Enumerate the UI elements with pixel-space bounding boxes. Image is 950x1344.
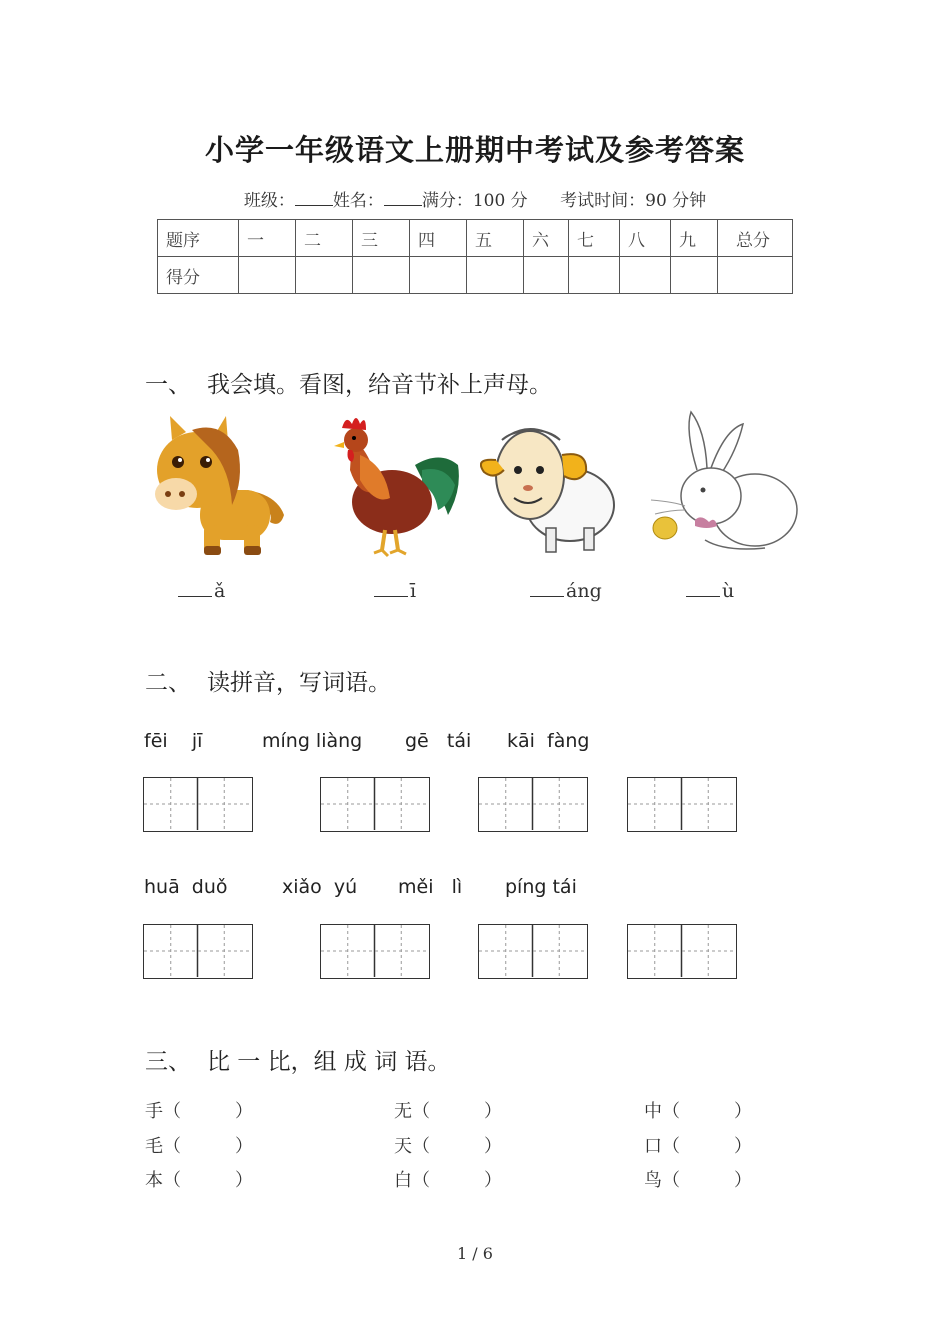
writing-grid[interactable] (143, 777, 253, 832)
writing-grid[interactable] (478, 924, 588, 979)
compare-item[interactable]: 白（ ） (394, 1170, 502, 1191)
compare-item[interactable]: 毛（ ） (145, 1136, 253, 1157)
header-cell: 一 (239, 220, 296, 257)
header-cell: 二 (296, 220, 353, 257)
compare-item[interactable]: 手（ ） (145, 1101, 253, 1122)
header-cell: 三 (353, 220, 410, 257)
pinyin-fill-3 (530, 580, 602, 602)
pinyin-word: gē tái (405, 730, 472, 752)
pinyin-word: xiǎo yú (282, 876, 358, 898)
section3-number: 三、 (145, 1049, 191, 1075)
section2-heading (145, 664, 391, 697)
writing-grid[interactable] (627, 924, 737, 979)
exam-time: 考试时间：90 分钟 (560, 191, 707, 211)
score-cell[interactable] (239, 257, 296, 294)
compare-item[interactable]: 口（ ） (644, 1136, 752, 1157)
initial-blank[interactable] (686, 580, 720, 597)
section1-heading (145, 366, 552, 399)
score-cell[interactable] (410, 257, 467, 294)
score-cell[interactable] (671, 257, 718, 294)
horse-icon (152, 410, 292, 565)
compare-item[interactable]: 天（ ） (394, 1136, 502, 1157)
compare-item[interactable]: 无（ ） (394, 1101, 502, 1122)
section2-text: 读拼音，写词语。 (207, 670, 391, 696)
name-label: 姓名： (332, 191, 384, 211)
compare-item[interactable]: 鸟（ ） (644, 1170, 752, 1191)
compare-item[interactable]: 中（ ） (644, 1101, 752, 1122)
page-number: 1 / 6 (457, 1244, 493, 1263)
final-text: ù (722, 580, 735, 602)
header-cell: 八 (620, 220, 671, 257)
row-label: 得分 (158, 257, 239, 294)
rooster-icon (330, 410, 465, 565)
sheep-icon (480, 410, 620, 565)
score-table (157, 219, 793, 294)
pinyin-word: kāi fàng (507, 730, 590, 752)
pinyin-word: míng liàng (262, 730, 363, 752)
name-blank[interactable] (384, 191, 422, 206)
page-title: 小学一年级语文上册期中考试及参考答案 (204, 133, 745, 167)
initial-blank[interactable] (374, 580, 408, 597)
score-table-header-row (158, 220, 793, 257)
pinyin-word: píng tái (505, 876, 577, 898)
class-blank[interactable] (295, 191, 333, 206)
score-cell[interactable] (353, 257, 410, 294)
writing-grid[interactable] (143, 924, 253, 979)
header-cell: 五 (467, 220, 524, 257)
exam-info (0, 186, 950, 211)
initial-blank[interactable] (530, 580, 564, 597)
score-cell[interactable] (296, 257, 353, 294)
section2-number: 二、 (145, 670, 191, 696)
compare-item[interactable]: 本（ ） (145, 1170, 253, 1191)
section3-text: 比 一 比，组 成 词 语。 (207, 1049, 451, 1075)
writing-grid[interactable] (320, 924, 430, 979)
class-label: 班级： (243, 191, 295, 211)
final-text: ī (410, 580, 417, 602)
pinyin-word: fēi jī (144, 730, 203, 752)
header-cell: 九 (671, 220, 718, 257)
section3-heading (145, 1043, 451, 1076)
writing-grid[interactable] (627, 777, 737, 832)
score-cell[interactable] (569, 257, 620, 294)
header-cell: 总分 (718, 220, 793, 257)
writing-grid[interactable] (478, 777, 588, 832)
score-table-score-row (158, 257, 793, 294)
pinyin-fill-2 (374, 580, 416, 602)
full-score: 满分：100 分 (421, 191, 528, 211)
header-cell: 四 (410, 220, 467, 257)
score-cell[interactable] (467, 257, 524, 294)
score-cell[interactable] (718, 257, 793, 294)
final-text: áng (566, 580, 602, 602)
pinyin-fill-4 (686, 580, 734, 602)
final-text: ǎ (214, 580, 226, 602)
section1-text: 我会填。看图，给音节补上声母。 (207, 372, 552, 398)
header-cell: 题序 (158, 220, 239, 257)
pinyin-word: měi lì (398, 876, 463, 898)
header-cell: 六 (524, 220, 569, 257)
header-cell: 七 (569, 220, 620, 257)
score-cell[interactable] (620, 257, 671, 294)
score-cell[interactable] (524, 257, 569, 294)
pinyin-fill-1 (178, 580, 225, 602)
pinyin-word: huā duǒ (144, 876, 228, 898)
rabbit-icon (645, 410, 803, 565)
section1-number: 一、 (145, 372, 191, 398)
initial-blank[interactable] (178, 580, 212, 597)
writing-grid[interactable] (320, 777, 430, 832)
